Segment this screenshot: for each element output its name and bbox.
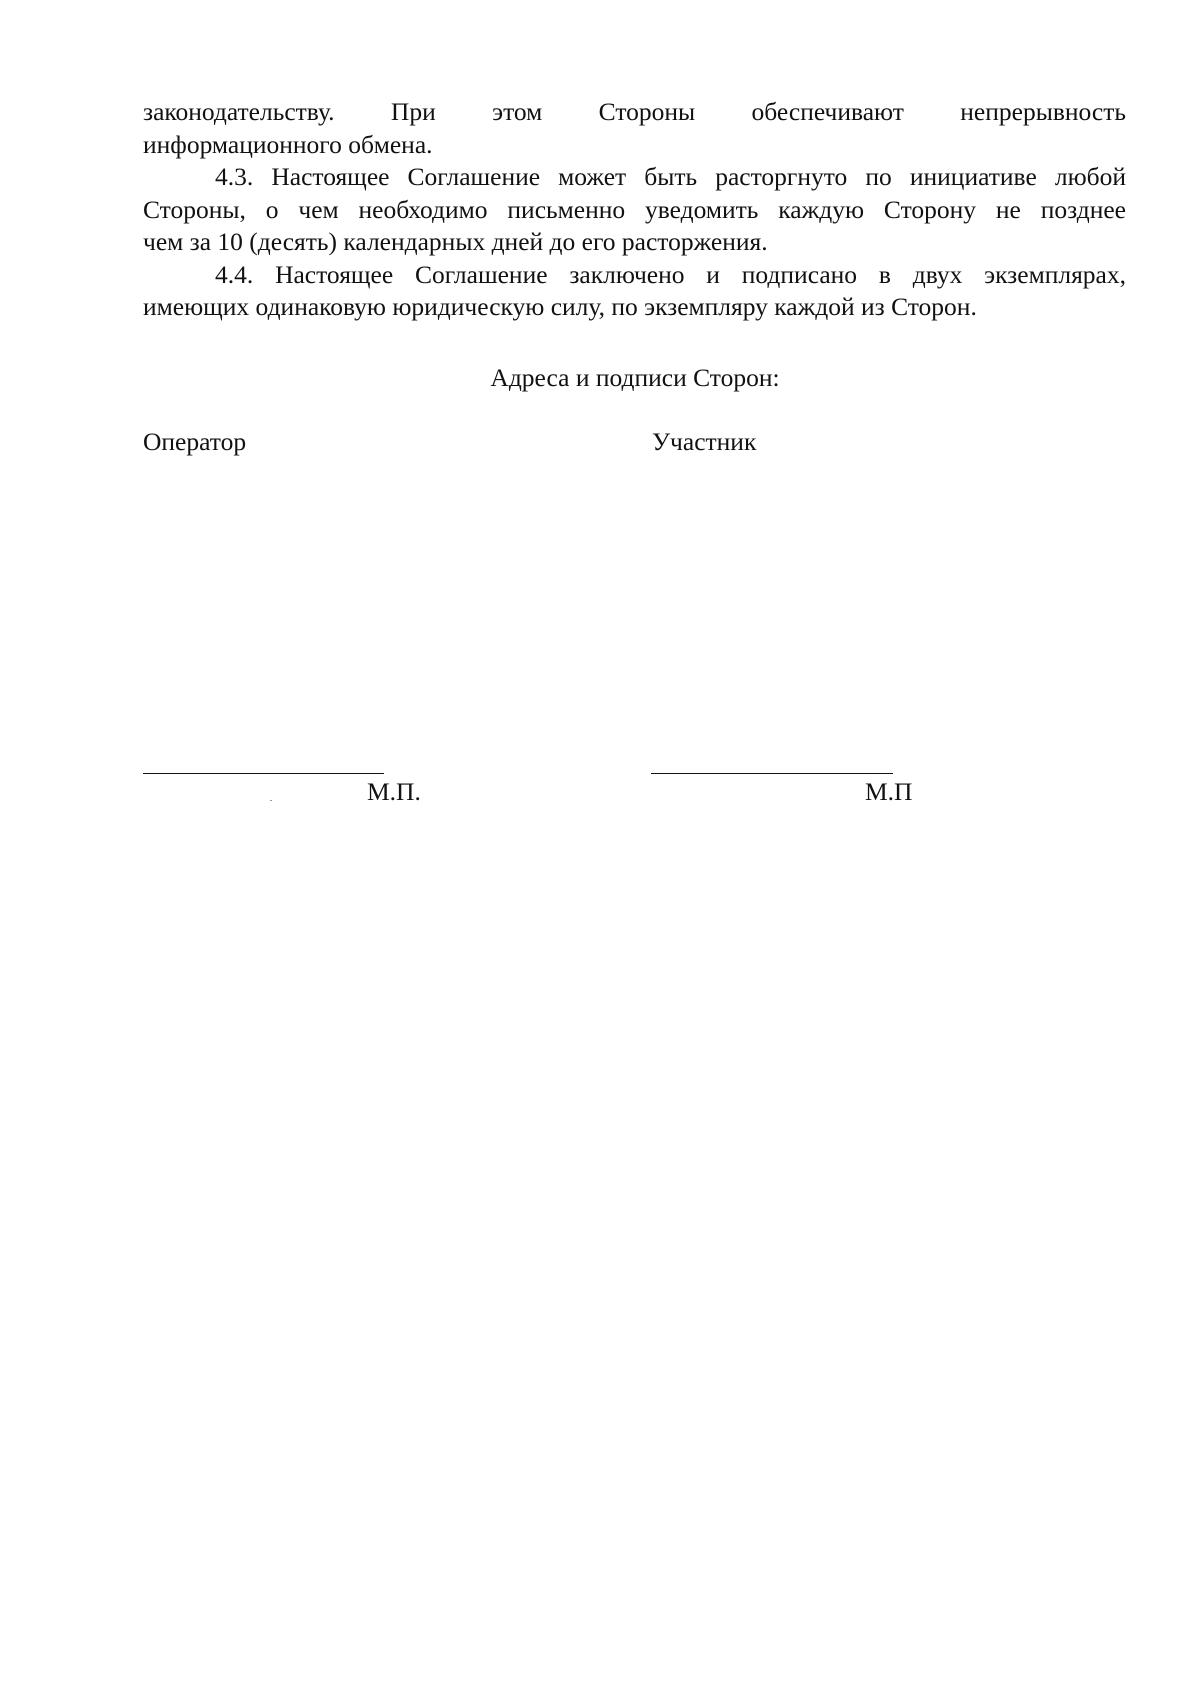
scan-speck — [270, 800, 272, 801]
text-line: информационного обмена. — [143, 129, 433, 159]
operator-label: Оператор — [143, 427, 247, 456]
participant-label: Участник — [652, 427, 757, 456]
signatures-heading: Адреса и подписи Сторон: — [490, 363, 780, 392]
text-line: Стороны, о чем необходимо письменно уведомить каждую Сторону не позднее — [143, 194, 1126, 224]
operator-stamp-place: М.П. — [367, 777, 421, 806]
participant-signature-line — [651, 773, 893, 774]
operator-signature-line — [143, 773, 384, 774]
text-line: чем за 10 (десять) календарных дней до его расторжения. — [143, 227, 768, 256]
clause-4-3 — [143, 161, 1126, 259]
paragraph-continuation — [143, 96, 1126, 161]
text-line: 4.4. Настоящее Соглашение заключено и подписано в двух экземплярах, — [215, 259, 1126, 289]
text-line: законодательству. При этом Стороны обеспечивают непрерывность — [143, 97, 1126, 126]
text-line: 4.3. Настоящее Соглашение может быть расторгнуто по инициативе любой — [215, 162, 1126, 191]
text-line: имеющих одинаковую юридическую силу, по экземпляру каждой из Сторон. — [143, 292, 977, 321]
clause-4-4 — [143, 259, 1126, 324]
participant-stamp-place: М.П — [865, 777, 913, 806]
document-body — [143, 96, 1126, 324]
